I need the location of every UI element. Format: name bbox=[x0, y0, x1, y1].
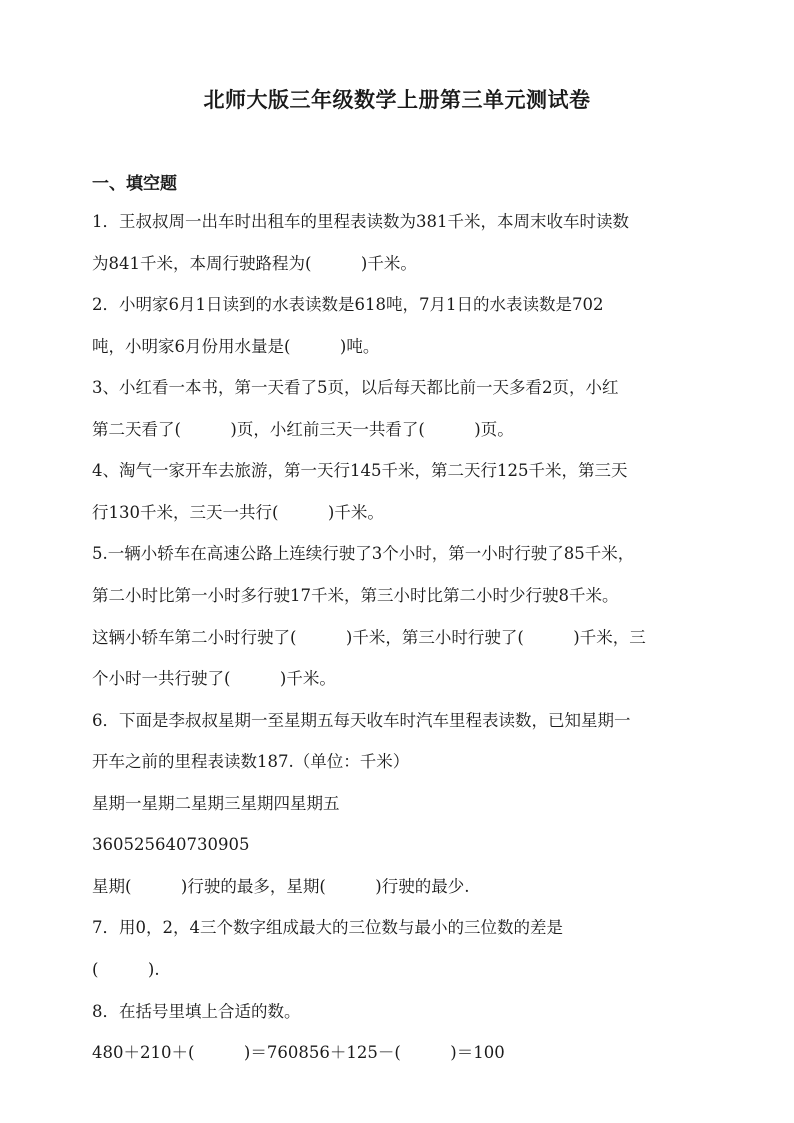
question-3-line-1: 3、小红看一本书，第一天看了5页，以后每天都比前一天多看2页，小红 bbox=[92, 378, 619, 397]
question-4-line-1: 4、淘气一家开车去旅游，第一天行145千米，第二天行125千米，第三天 bbox=[92, 461, 628, 480]
question-3-line-2: 第二天看了( )页，小红前三天一共看了( )页。 bbox=[92, 420, 514, 439]
question-7-line-1: 7．用0，2，4三个数字组成最大的三位数与最小的三位数的差是 bbox=[92, 918, 563, 937]
question-6-weekday-header: 星期一星期二星期三星期四星期五 bbox=[92, 794, 340, 813]
section-heading: 一、填空题 bbox=[92, 174, 177, 194]
question-6-readings: 360525640730905 bbox=[92, 835, 250, 854]
question-8-equation: 480＋210＋( )＝760856＋125－( )＝100 bbox=[92, 1043, 505, 1062]
question-2-line-1: 2．小明家6月1日读到的水表读数是618吨，7月1日的水表读数是702 bbox=[92, 295, 604, 314]
question-6-prompt: 星期( )行驶的最多，星期( )行驶的最少. bbox=[92, 877, 470, 896]
question-1-line-2: 为841千米，本周行驶路程为( )千米。 bbox=[92, 254, 417, 273]
page-title: 北师大版三年级数学上册第三单元测试卷 bbox=[203, 88, 591, 112]
question-6-line-1: 6．下面是李叔叔星期一至星期五每天收车时汽车里程表读数，已知星期一 bbox=[92, 711, 631, 730]
question-5-line-2: 第二小时比第一小时多行驶17千米，第三小时比第二小时少行驶8千米。 bbox=[92, 586, 619, 605]
question-5-line-4: 个小时一共行驶了( )千米。 bbox=[92, 669, 336, 688]
question-5-line-1: 5.一辆小轿车在高速公路上连续行驶了3个小时，第一小时行驶了85千米， bbox=[92, 544, 635, 563]
question-7-line-2: ( ). bbox=[92, 960, 160, 979]
question-2-line-2: 吨，小明家6月份用水量是( )吨。 bbox=[92, 337, 380, 356]
question-1-line-1: 1．王叔叔周一出车时出租车的里程表读数为381千米，本周末收车时读数 bbox=[92, 212, 629, 231]
question-8-line-1: 8．在括号里填上合适的数。 bbox=[92, 1002, 301, 1021]
question-6-line-2: 开车之前的里程表读数187.（单位：千米） bbox=[92, 752, 410, 771]
question-5-line-3: 这辆小轿车第二小时行驶了( )千米，第三小时行驶了( )千米，三 bbox=[92, 628, 646, 647]
question-4-line-2: 行130千米，三天一共行( )千米。 bbox=[92, 503, 384, 522]
